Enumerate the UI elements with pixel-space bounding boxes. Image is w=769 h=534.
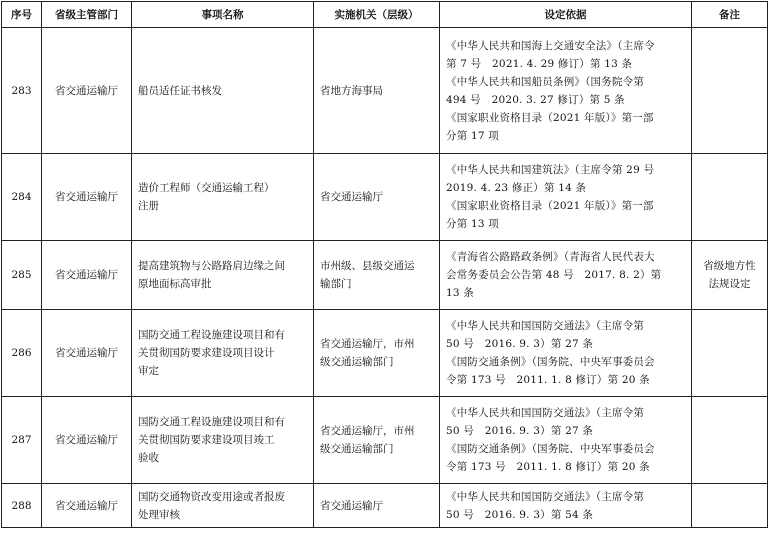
seq-cell — [2, 28, 42, 154]
basis-line: 《中华人民共和国国防交通法》（主席令第 — [446, 320, 645, 332]
basis-line: 分第 17 项 — [446, 129, 499, 142]
cell-text: 省交通运输厅 — [55, 499, 118, 512]
name-line: 国防交通物资改变用途或者报废 — [138, 490, 285, 503]
basis-line: 494 号 2020. 3. 27 修订）第 5 条 — [446, 93, 625, 106]
cell-text: 283 — [11, 84, 32, 97]
name-line: 船员适任证书核发 — [138, 84, 222, 97]
header-name: 事项名称 — [132, 2, 314, 28]
table-row — [2, 154, 768, 241]
name-line: 验收 — [138, 452, 159, 464]
basis-cell — [440, 154, 692, 241]
basis-line: 《中华人民共和国海上交通安全法》（主席令 — [446, 39, 655, 52]
table-row — [2, 310, 768, 397]
header-note: 备注 — [692, 2, 768, 28]
dept-cell — [42, 484, 132, 528]
basis-cell — [440, 397, 692, 484]
dept-cell — [42, 154, 132, 241]
item-name-cell — [132, 310, 314, 397]
note-line: 省级地方性 — [703, 260, 756, 272]
name-line: 提高建筑物与公路路肩边缘之间 — [138, 260, 285, 272]
agency-line: 省地方海事局 — [320, 84, 383, 97]
item-name-cell — [132, 484, 314, 528]
basis-line: 50 号 2016. 9. 3）第 27 条 — [446, 425, 594, 437]
basis-line: 《国防交通条例》（国务院、中央军事委员会 — [446, 443, 655, 455]
name-line: 原地面标高审批 — [138, 278, 212, 290]
agency-line: 市州级、县级交通运 — [320, 260, 415, 272]
basis-line: 令第 173 号 2011. 1. 8 修订）第 20 条 — [446, 374, 650, 386]
agency-line: 级交通运输部门 — [320, 443, 394, 455]
agency-line: 级交通运输部门 — [320, 356, 394, 368]
header-row — [2, 2, 768, 28]
basis-line: 分第 13 项 — [446, 218, 499, 230]
cell-text: 284 — [11, 191, 32, 203]
seq-cell — [2, 241, 42, 310]
agency-line: 省交通运输厅 — [320, 191, 383, 203]
agency-cell — [314, 154, 440, 241]
cell-text: 省交通运输厅 — [55, 347, 118, 359]
dept-cell — [42, 28, 132, 154]
cell-text: 省交通运输厅 — [55, 269, 118, 281]
name-line: 国防交通工程设施建设项目和有 — [138, 329, 285, 341]
table-body — [2, 28, 768, 528]
cell-text: 286 — [11, 347, 32, 359]
item-name-cell — [132, 241, 314, 310]
seq-cell — [2, 154, 42, 241]
item-name-cell — [132, 154, 314, 241]
agency-cell — [314, 241, 440, 310]
basis-line: 《国防交通条例》（国务院、中央军事委员会 — [446, 356, 655, 368]
header-seq: 序号 — [2, 2, 42, 28]
cell-text: 285 — [11, 269, 32, 281]
basis-line: 《中华人民共和国国防交通法》（主席令第 — [446, 407, 645, 419]
dept-cell — [42, 310, 132, 397]
basis-line: 第 7 号 2021. 4. 29 修订）第 13 条 — [446, 57, 633, 70]
table-row — [2, 28, 768, 154]
matters-table — [1, 1, 768, 528]
note-cell — [692, 28, 768, 154]
seq-cell — [2, 484, 42, 528]
header-agency: 实施机关（层级） — [314, 2, 440, 28]
agency-line: 省交通运输厅，市州 — [320, 425, 415, 437]
name-line: 关贯彻国防要求建设项目设计 — [138, 347, 275, 359]
basis-cell — [440, 310, 692, 397]
name-line: 审定 — [138, 365, 159, 377]
note-line: 法规设定 — [708, 278, 751, 290]
basis-line: 《中华人民共和国建筑法》（主席令第 29 号 — [446, 164, 655, 176]
name-line: 国防交通工程设施建设项目和有 — [138, 416, 285, 428]
dept-cell — [42, 397, 132, 484]
basis-line: 50 号 2016. 9. 3）第 27 条 — [446, 338, 594, 350]
agency-cell — [314, 397, 440, 484]
header-basis: 设定依据 — [440, 2, 692, 28]
basis-line: 《中华人民共和国国防交通法》（主席令第 — [446, 490, 645, 503]
item-name-cell — [132, 397, 314, 484]
name-line: 处理审核 — [138, 508, 180, 521]
basis-line: 令第 173 号 2011. 1. 8 修订）第 20 条 — [446, 461, 650, 473]
agency-cell — [314, 484, 440, 528]
note-cell — [692, 310, 768, 397]
agency-line: 省交通运输厅 — [320, 499, 383, 512]
name-line: 造价工程师（交通运输工程） — [138, 182, 275, 194]
agency-cell — [314, 28, 440, 154]
basis-line: 《国家职业资格目录（2021 年版）》第一部 — [446, 200, 654, 212]
note-cell — [692, 241, 768, 310]
dept-cell — [42, 241, 132, 310]
cell-text: 省交通运输厅 — [55, 84, 118, 97]
cell-text: 省交通运输厅 — [55, 434, 118, 446]
table-row — [2, 241, 768, 310]
cell-text: 288 — [11, 499, 32, 512]
basis-line: 50 号 2016. 9. 3）第 54 条 — [446, 508, 594, 521]
name-line: 注册 — [138, 200, 159, 212]
header-dept: 省级主管部门 — [42, 2, 132, 28]
basis-line: 会常务委员会公告第 48 号 2017. 8. 2）第 — [446, 269, 662, 281]
agency-line: 输部门 — [320, 278, 352, 290]
basis-cell — [440, 241, 692, 310]
name-line: 关贯彻国防要求建设项目竣工 — [138, 434, 275, 446]
item-name-cell — [132, 28, 314, 154]
basis-cell — [440, 28, 692, 154]
basis-line: 《青海省公路路政条例》（青海省人民代表大 — [446, 251, 655, 263]
basis-line: 《中华人民共和国船员条例》（国务院令第 — [446, 75, 645, 88]
basis-cell — [440, 484, 692, 528]
cell-text: 287 — [11, 434, 32, 446]
note-cell — [692, 484, 768, 528]
note-cell — [692, 154, 768, 241]
note-cell — [692, 397, 768, 484]
basis-line: 2019. 4. 23 修正）第 14 条 — [446, 182, 587, 194]
seq-cell — [2, 310, 42, 397]
basis-line: 13 条 — [446, 287, 474, 299]
table-row — [2, 397, 768, 484]
agency-line: 省交通运输厅，市州 — [320, 338, 415, 350]
cell-text: 省交通运输厅 — [55, 191, 118, 203]
agency-cell — [314, 310, 440, 397]
basis-line: 《国家职业资格目录（2021 年版）》第一部 — [446, 111, 654, 124]
seq-cell — [2, 397, 42, 484]
table-row — [2, 484, 768, 528]
